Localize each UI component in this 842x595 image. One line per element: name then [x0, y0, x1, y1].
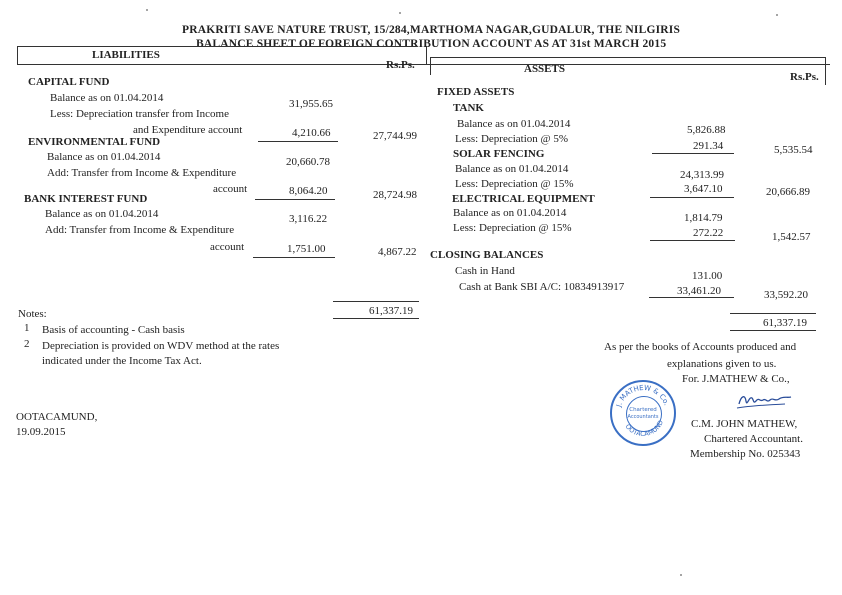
auditor-firm: For. J.MATHEW & Co., — [682, 373, 790, 385]
bank-interest-fund-balance-label: Balance as on 01.04.2014 — [45, 208, 159, 220]
note-2-text: Depreciation is provided on WDV method at the rates — [42, 340, 280, 352]
bank-interest-fund-add-value: 1,751.00 — [287, 243, 326, 255]
auditor-statement-line-2: explanations given to us. — [667, 358, 777, 370]
header-bottom-rule — [17, 64, 830, 65]
electrical-equipment-heading: ELECTRICAL EQUIPMENT — [452, 193, 595, 205]
bank-interest-fund-total: 4,867.22 — [378, 246, 417, 258]
cash-at-bank-value: 33,461.20 — [677, 285, 721, 297]
bank-interest-fund-underline — [253, 257, 335, 258]
tank-less-value: 291.34 — [693, 140, 724, 152]
electrical-equipment-balance-value: 1,814.79 — [684, 212, 723, 224]
notes-heading: Notes: — [18, 308, 47, 320]
note-1-number: 1 — [24, 322, 30, 334]
solar-fencing-less-label: Less: Depreciation @ 15% — [455, 178, 574, 190]
assets-grand-total: 61,337.19 — [763, 317, 807, 329]
header-right-edge — [825, 57, 826, 85]
electrical-equipment-less-value: 272.22 — [693, 227, 724, 239]
header-left-edge — [17, 46, 18, 64]
liabilities-total-bottom-rule — [333, 318, 419, 319]
capital-fund-total: 27,744.99 — [373, 130, 417, 142]
header-top-rule-left — [17, 46, 417, 47]
fixed-assets-heading: FIXED ASSETS — [437, 86, 515, 98]
solar-fencing-balance-value: 24,313.99 — [680, 169, 724, 181]
solar-fencing-underline — [650, 197, 734, 198]
date: 19.09.2015 — [16, 426, 66, 438]
svg-text:OOTACAMUND: OOTACAMUND — [623, 418, 665, 439]
svg-text:J. MATHEW & Co.: J. MATHEW & Co. — [614, 383, 671, 408]
electrical-equipment-total: 1,542.57 — [772, 231, 811, 243]
capital-fund-less-label-2: and Expenditure account — [133, 124, 243, 136]
svg-text:Accountants: Accountants — [627, 414, 659, 420]
cash-at-bank-label: Cash at Bank SBI A/C: 10834913917 — [459, 281, 625, 293]
capital-fund-underline — [258, 141, 338, 142]
header-divider-2 — [430, 57, 431, 75]
environmental-fund-add-value: 8,064.20 — [289, 185, 328, 197]
auditor-designation: Chartered Accountant. — [704, 433, 803, 445]
environmental-fund-underline — [255, 199, 335, 200]
cash-in-hand-label: Cash in Hand — [455, 265, 515, 277]
liabilities-column-header: LIABILITIES — [92, 49, 160, 61]
liabilities-total-top-rule — [333, 301, 419, 302]
tank-balance-value: 5,826.88 — [687, 124, 726, 136]
chartered-accountants-seal-icon — [610, 380, 676, 446]
place: OOTACAMUND, — [16, 411, 98, 423]
tank-balance-label: Balance as on 01.04.2014 — [457, 118, 571, 130]
closing-balances-underline — [649, 297, 734, 298]
environmental-fund-add-label: Add: Transfer from Income & Expenditure — [47, 167, 237, 179]
svg-text:Chartered: Chartered — [629, 407, 657, 413]
environmental-fund-total: 28,724.98 — [373, 189, 417, 201]
header-top-rule-right — [430, 57, 825, 58]
capital-fund-heading: CAPITAL FUND — [28, 76, 110, 88]
note-2-text-continued: indicated under the Income Tax Act. — [42, 355, 202, 367]
environmental-fund-add-label-2: account — [213, 183, 248, 195]
rsps-left-column-header: Rs.Ps. — [386, 59, 415, 71]
tank-heading: TANK — [453, 102, 484, 114]
environmental-fund-balance-value: 20,660.78 — [286, 156, 330, 168]
electrical-equipment-balance-label: Balance as on 01.04.2014 — [453, 207, 567, 219]
note-2-number: 2 — [24, 338, 30, 350]
bank-interest-fund-add-label: Add: Transfer from Income & Expenditure — [45, 224, 235, 236]
bank-interest-fund-add-label-2: account — [210, 241, 245, 253]
environmental-fund-heading: ENVIRONMENTAL FUND — [28, 136, 161, 148]
auditor-name: C.M. JOHN MATHEW, — [691, 418, 798, 430]
environmental-fund-balance-label: Balance as on 01.04.2014 — [47, 151, 161, 163]
capital-fund-less-label: Less: Depreciation transfer from Income — [50, 108, 229, 120]
closing-balances-heading: CLOSING BALANCES — [430, 249, 544, 261]
electrical-equipment-underline — [650, 240, 735, 241]
auditor-membership: Membership No. 025343 — [690, 448, 801, 460]
closing-balances-total: 33,592.20 — [764, 289, 808, 301]
solar-fencing-heading: SOLAR FENCING — [453, 148, 545, 160]
capital-fund-balance-label: Balance as on 01.04.2014 — [50, 92, 164, 104]
capital-fund-less-value: 4,210.66 — [292, 127, 331, 139]
note-1-text: Basis of accounting - Cash basis — [42, 324, 185, 336]
cash-in-hand-value: 131.00 — [692, 270, 723, 282]
rsps-right-column-header: Rs.Ps. — [790, 71, 819, 83]
sheet-title: BALANCE SHEET OF FOREIGN CONTRIBUTION ACCOUNT AS AT 31st MARCH 2015 — [196, 38, 667, 50]
liabilities-grand-total: 61,337.19 — [369, 305, 413, 317]
header-divider-1 — [426, 46, 427, 64]
org-title: PRAKRITI SAVE NATURE TRUST, 15/284,MARTHOMA NAGAR,GUDALUR, THE NILGIRIS — [182, 24, 681, 36]
solar-fencing-balance-label: Balance as on 01.04.2014 — [455, 163, 569, 175]
solar-fencing-total: 20,666.89 — [766, 186, 810, 198]
assets-total-top-rule — [730, 313, 816, 314]
auditor-statement-line-1: As per the books of Accounts produced and — [604, 341, 797, 353]
solar-fencing-less-value: 3,647.10 — [684, 183, 723, 195]
capital-fund-balance-value: 31,955.65 — [289, 98, 333, 110]
bank-interest-fund-heading: BANK INTEREST FUND — [24, 193, 148, 205]
assets-column-header: ASSETS — [524, 63, 565, 75]
tank-less-label: Less: Depreciation @ 5% — [455, 133, 569, 145]
tank-underline — [652, 153, 734, 154]
bank-interest-fund-balance-value: 3,116.22 — [289, 213, 328, 225]
electrical-equipment-less-label: Less: Depreciation @ 15% — [453, 222, 572, 234]
assets-total-bottom-rule — [730, 330, 816, 331]
signature-icon — [735, 388, 795, 414]
tank-total: 5,535.54 — [774, 144, 813, 156]
